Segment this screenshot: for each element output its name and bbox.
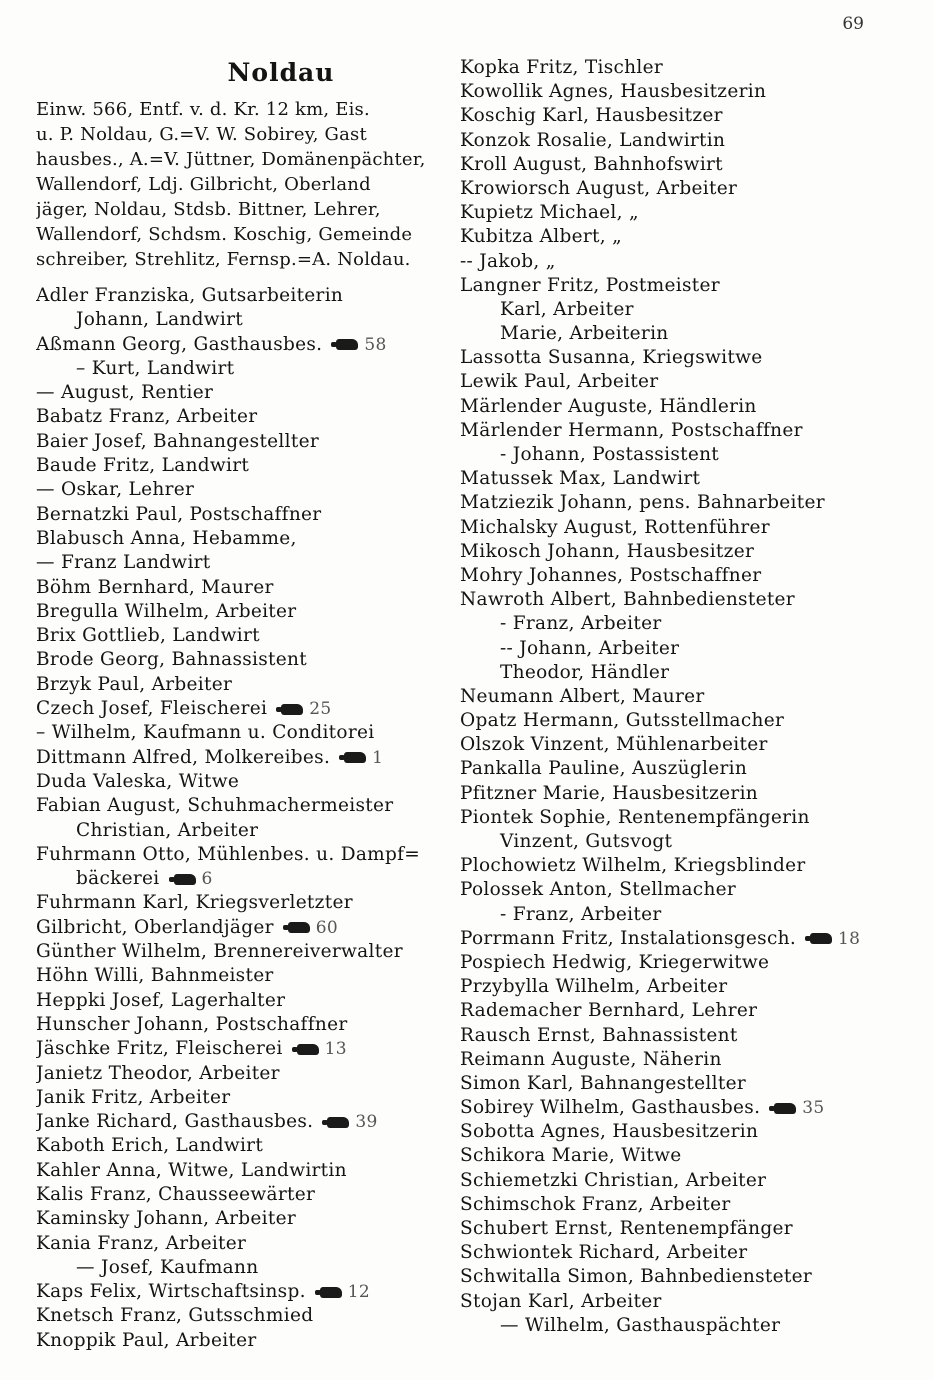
- entry-text: Fuhrmann Karl, Kriegsverletzter: [36, 892, 353, 914]
- intro-line: hausbes., A.=V. Jüttner, Domänenpächter,: [36, 149, 426, 170]
- entry-text: Olszok Vinzent, Mühlenarbeiter: [460, 734, 768, 756]
- entry-text: — Franz Landwirt: [36, 552, 211, 574]
- entry-text: Pankalla Pauline, Auszüglerin: [460, 758, 748, 780]
- left-entry-list: [36, 284, 450, 1353]
- entry-text: Porrmann Fritz, Instalationsgesch.: [460, 927, 797, 949]
- directory-entry: [460, 637, 890, 661]
- directory-entry: [460, 1217, 890, 1241]
- entry-text: Schiemetzki Christian, Arbeiter: [460, 1169, 767, 1191]
- entry-text: Mohry Johannes, Postschaffner: [460, 564, 762, 586]
- directory-entry: [460, 782, 890, 806]
- directory-entry: [36, 1159, 450, 1183]
- entry-text: Rausch Ernst, Bahnassistent: [460, 1024, 738, 1046]
- directory-entry: [36, 697, 450, 721]
- directory-entry: [460, 1096, 890, 1120]
- entry-text: — August, Rentier: [36, 382, 214, 404]
- entry-text: Matussek Max, Landwirt: [460, 468, 701, 490]
- directory-entry: [460, 661, 890, 685]
- phone-number: 12: [347, 1282, 371, 1303]
- entry-text: — Josef, Kaufmann: [76, 1256, 259, 1278]
- directory-entry: [36, 916, 450, 940]
- entry-text: Kaboth Erich, Landwirt: [36, 1135, 264, 1157]
- directory-entry: [36, 1304, 450, 1328]
- intro-line: schreiber, Strehlitz, Fernsp.=A. Noldau.: [36, 249, 411, 270]
- directory-entry: [36, 770, 450, 794]
- entry-text: -- Jakob, „: [460, 250, 556, 272]
- entry-text: Piontek Sophie, Rentenempfängerin: [460, 806, 810, 828]
- directory-entry: [460, 346, 890, 370]
- directory-entry: [36, 1207, 450, 1231]
- directory-entry: [36, 624, 450, 648]
- directory-entry: [460, 588, 890, 612]
- entry-text: Pospiech Hedwig, Kriegerwitwe: [460, 951, 770, 973]
- directory-entry: [460, 1072, 890, 1096]
- directory-entry: [460, 443, 890, 467]
- entry-text: Stojan Karl, Arbeiter: [460, 1290, 662, 1312]
- directory-entry: [36, 1256, 450, 1280]
- directory-entry: [36, 746, 450, 770]
- directory-entry: [36, 1232, 450, 1256]
- entry-text: Fuhrmann Otto, Mühlenbes. u. Dampf=: [36, 843, 421, 865]
- directory-entry: [460, 806, 890, 830]
- entry-text: Dittmann Alfred, Molkereibes.: [36, 746, 331, 768]
- intro-line: Wallendorf, Schdsm. Koschig, Gemeinde: [36, 224, 413, 245]
- directory-entry: [36, 964, 450, 988]
- directory-entry: [36, 1329, 450, 1353]
- directory-entry: [36, 576, 450, 600]
- entry-text: Duda Valeska, Witwe: [36, 770, 240, 792]
- entry-text: Günther Wilhelm, Brennereiverwalter: [36, 941, 403, 963]
- phone-number: 35: [802, 1098, 825, 1119]
- directory-entry: [460, 129, 890, 153]
- directory-entry: [460, 999, 890, 1023]
- directory-entry: [460, 467, 890, 491]
- phone-number: 39: [355, 1112, 378, 1133]
- directory-entry: [36, 648, 450, 672]
- left-column: [36, 56, 450, 1353]
- entry-text: Polossek Anton, Stellmacher: [460, 879, 737, 901]
- telephone-icon: [810, 933, 832, 944]
- directory-entry: [460, 540, 890, 564]
- directory-entry: [460, 830, 890, 854]
- directory-entry: [36, 1086, 450, 1110]
- directory-entry: [36, 308, 450, 332]
- entry-text: Pfitzner Marie, Hausbesitzerin: [460, 782, 758, 804]
- entry-text: Heppki Josef, Lagerhalter: [36, 989, 286, 1011]
- right-column: [460, 56, 890, 1338]
- directory-entry: [460, 250, 890, 274]
- directory-entry: [36, 1134, 450, 1158]
- entry-text: Konzok Rosalie, Landwirtin: [460, 129, 726, 151]
- directory-entry: [460, 1024, 890, 1048]
- directory-entry: [460, 491, 890, 515]
- entry-text: Brzyk Paul, Arbeiter: [36, 673, 233, 695]
- entry-text: Aßmann Georg, Gasthausbes.: [36, 333, 323, 355]
- directory-entry: [460, 685, 890, 709]
- directory-entry: [460, 1241, 890, 1265]
- entry-text: Lewik Paul, Arbeiter: [460, 371, 659, 393]
- entry-text: Johann, Landwirt: [76, 309, 243, 331]
- intro-paragraph: [36, 97, 450, 272]
- directory-entry: [460, 903, 890, 927]
- entry-text: Knoppik Paul, Arbeiter: [36, 1329, 257, 1351]
- directory-entry: [460, 757, 890, 781]
- directory-entry: [36, 430, 450, 454]
- entry-text: Czech Josef, Fleischerei: [36, 698, 268, 720]
- entry-text: Marie, Arbeiterin: [500, 323, 669, 345]
- directory-entry: [36, 503, 450, 527]
- entry-text: Kupietz Michael, „: [460, 202, 639, 224]
- directory-entry: [460, 177, 890, 201]
- directory-entry: [460, 951, 890, 975]
- directory-entry: [36, 405, 450, 429]
- entry-text: -- Johann, Arbeiter: [500, 637, 680, 659]
- entry-text: Kroll August, Bahnhofswirt: [460, 153, 723, 175]
- entry-text: Janik Fritz, Arbeiter: [36, 1086, 231, 1108]
- directory-entry: [460, 274, 890, 298]
- telephone-icon: [327, 1117, 349, 1128]
- telephone-icon: [320, 1287, 342, 1298]
- entry-text: — Wilhelm, Gasthauspächter: [500, 1314, 781, 1336]
- directory-entry: [460, 1048, 890, 1072]
- entry-text: Przybylla Wilhelm, Arbeiter: [460, 976, 728, 998]
- directory-entry: [460, 322, 890, 346]
- entry-text: Kalis Franz, Chausseewärter: [36, 1183, 316, 1205]
- intro-line: Einw. 566, Entf. v. d. Kr. 12 km, Eis.: [36, 99, 370, 120]
- entry-text: Plochowietz Wilhelm, Kriegsblinder: [460, 855, 806, 877]
- entry-text: Simon Karl, Bahnangestellter: [460, 1072, 746, 1094]
- entry-text: Babatz Franz, Arbeiter: [36, 406, 258, 428]
- entry-text: – Kurt, Landwirt: [76, 357, 235, 379]
- entry-text: Rademacher Bernhard, Lehrer: [460, 1000, 758, 1022]
- entry-text: Schubert Ernst, Rentenempfänger: [460, 1218, 793, 1239]
- entry-text: Koschig Karl, Hausbesitzer: [460, 105, 723, 127]
- directory-entry: [36, 1037, 450, 1061]
- phone-number: 6: [201, 869, 213, 890]
- intro-line: u. P. Noldau, G.=V. W. Sobirey, Gast: [36, 124, 367, 145]
- entry-text: Fabian August, Schuhmachermeister: [36, 795, 394, 817]
- directory-entry: [36, 867, 450, 891]
- directory-entry: [460, 201, 890, 225]
- entry-text: Sobirey Wilhelm, Gasthausbes.: [460, 1097, 761, 1119]
- directory-entry: [460, 564, 890, 588]
- intro-line: Wallendorf, Ldj. Gilbricht, Oberland: [36, 174, 371, 195]
- directory-entry: [460, 709, 890, 733]
- entry-text: Christian, Arbeiter: [76, 819, 259, 841]
- entry-text: Schwiontek Richard, Arbeiter: [460, 1242, 748, 1264]
- entry-text: Nawroth Albert, Bahnbediensteter: [460, 589, 795, 611]
- entry-text: Hunscher Johann, Postschaffner: [36, 1013, 348, 1035]
- entry-text: Theodor, Händler: [500, 661, 670, 683]
- entry-text: Märlender Auguste, Händlerin: [460, 395, 757, 417]
- entry-text: – Wilhelm, Kaufmann u. Conditorei: [36, 722, 375, 744]
- directory-entry: [460, 395, 890, 419]
- directory-entry: [36, 843, 450, 867]
- directory-entry: [460, 733, 890, 757]
- directory-entry: [460, 1144, 890, 1168]
- entry-text: - Franz, Arbeiter: [500, 903, 662, 925]
- directory-entry: [460, 370, 890, 394]
- entry-text: Schimschok Franz, Arbeiter: [460, 1193, 731, 1215]
- directory-entry: [460, 516, 890, 540]
- telephone-icon: [336, 339, 358, 350]
- directory-entry: [460, 1314, 890, 1338]
- directory-entry: [36, 673, 450, 697]
- entry-text: Kania Franz, Arbeiter: [36, 1232, 247, 1254]
- entry-text: Reimann Auguste, Näherin: [460, 1048, 722, 1070]
- telephone-icon: [281, 704, 303, 715]
- directory-entry: [36, 1062, 450, 1086]
- directory-entry: [36, 940, 450, 964]
- entry-text: - Franz, Arbeiter: [500, 613, 662, 635]
- directory-entry: [36, 551, 450, 575]
- directory-entry: [460, 1169, 890, 1193]
- directory-entry: [36, 600, 450, 624]
- phone-number: 60: [315, 917, 339, 938]
- entry-text: Jäschke Fritz, Fleischerei: [36, 1038, 283, 1060]
- telephone-icon: [774, 1103, 796, 1114]
- directory-entry: [460, 153, 890, 177]
- directory-entry: [460, 854, 890, 878]
- entry-text: Knetsch Franz, Gutsschmied: [36, 1305, 314, 1327]
- directory-entry: [460, 878, 890, 902]
- entry-text: Karl, Arbeiter: [500, 298, 634, 320]
- directory-entry: [460, 80, 890, 104]
- entry-text: Michalsky August, Rottenführer: [460, 516, 770, 538]
- entry-text: Gilbricht, Oberlandjäger: [36, 916, 274, 938]
- phone-number: 18: [838, 928, 861, 949]
- directory-entry: [36, 794, 450, 818]
- phone-number: 13: [324, 1039, 347, 1060]
- right-entry-list: [460, 56, 890, 1338]
- entry-text: Brix Gottlieb, Landwirt: [36, 625, 260, 647]
- directory-entry: [36, 1183, 450, 1207]
- entry-text: - Johann, Postassistent: [500, 444, 720, 465]
- phone-number: 58: [364, 334, 387, 355]
- directory-entry: [36, 891, 450, 915]
- telephone-icon: [344, 752, 366, 763]
- entry-text: bäckerei: [76, 868, 160, 890]
- telephone-icon: [174, 874, 196, 885]
- directory-entry: [460, 927, 890, 951]
- directory-entry: [36, 819, 450, 843]
- entry-text: Matziezik Johann, pens. Bahnarbeiter: [460, 492, 825, 514]
- entry-text: Kowollik Agnes, Hausbesitzerin: [460, 81, 767, 103]
- directory-entry: [36, 381, 450, 405]
- directory-entry: [460, 419, 890, 443]
- directory-entry: [460, 1120, 890, 1144]
- directory-entry: [460, 1265, 890, 1289]
- entry-text: Janietz Theodor, Arbeiter: [36, 1062, 280, 1084]
- entry-text: Janke Richard, Gasthausbes.: [36, 1111, 314, 1133]
- entry-text: Höhn Willi, Bahnmeister: [36, 965, 274, 987]
- directory-entry: [36, 1110, 450, 1134]
- entry-text: Schwitalla Simon, Bahnbediensteter: [460, 1266, 813, 1288]
- entry-text: Brode Georg, Bahnassistent: [36, 649, 307, 671]
- telephone-icon: [288, 922, 310, 933]
- entry-text: Lassotta Susanna, Kriegswitwe: [460, 347, 763, 369]
- page-number: 69: [842, 14, 864, 34]
- directory-entry: [36, 478, 450, 502]
- phone-number: 1: [372, 747, 384, 768]
- directory-entry: [460, 298, 890, 322]
- directory-entry: [460, 975, 890, 999]
- entry-text: Bregulla Wilhelm, Arbeiter: [36, 600, 297, 622]
- section-title: Noldau: [227, 58, 335, 87]
- entry-text: Märlender Hermann, Postschaffner: [460, 419, 803, 441]
- entry-text: Adler Franziska, Gutsarbeiterin: [36, 285, 344, 306]
- directory-entry: [460, 1193, 890, 1217]
- directory-entry: [460, 1290, 890, 1314]
- entry-text: Baude Fritz, Landwirt: [36, 455, 250, 477]
- entry-text: Langner Fritz, Postmeister: [460, 274, 720, 296]
- directory-entry: [36, 454, 450, 478]
- entry-text: Mikosch Johann, Hausbesitzer: [460, 540, 755, 562]
- entry-text: — Oskar, Lehrer: [36, 479, 195, 501]
- phone-number: 25: [309, 699, 332, 720]
- directory-entry: [36, 527, 450, 551]
- entry-text: Opatz Hermann, Gutsstellmacher: [460, 710, 785, 732]
- entry-text: Kaps Felix, Wirtschaftsinsp.: [36, 1281, 306, 1303]
- directory-entry: [36, 1013, 450, 1037]
- entry-text: Schikora Marie, Witwe: [460, 1145, 682, 1167]
- entry-text: Kopka Fritz, Tischler: [460, 57, 663, 78]
- entry-text: Neumann Albert, Maurer: [460, 685, 705, 707]
- entry-text: Kahler Anna, Witwe, Landwirtin: [36, 1159, 347, 1181]
- directory-entry: [36, 284, 450, 308]
- directory-entry: [36, 721, 450, 745]
- directory-entry: [36, 357, 450, 381]
- entry-text: Baier Josef, Bahnangestellter: [36, 430, 319, 452]
- entry-text: Krowiorsch August, Arbeiter: [460, 177, 738, 199]
- directory-entry: [460, 56, 890, 80]
- directory-entry: [460, 225, 890, 249]
- intro-line: jäger, Noldau, Stdsb. Bittner, Lehrer,: [36, 199, 381, 220]
- directory-entry: [460, 104, 890, 128]
- directory-entry: [36, 333, 450, 357]
- directory-entry: [36, 1280, 450, 1304]
- entry-text: Sobotta Agnes, Hausbesitzerin: [460, 1121, 759, 1143]
- entry-text: Blabusch Anna, Hebamme,: [36, 527, 297, 549]
- directory-entry: [460, 612, 890, 636]
- entry-text: Vinzent, Gutsvogt: [500, 831, 673, 852]
- directory-entry: [36, 989, 450, 1013]
- entry-text: Kubitza Albert, „: [460, 226, 622, 248]
- entry-text: Böhm Bernhard, Maurer: [36, 576, 274, 598]
- telephone-icon: [297, 1044, 319, 1055]
- entry-text: Kaminsky Johann, Arbeiter: [36, 1208, 296, 1230]
- entry-text: Bernatzki Paul, Postschaffner: [36, 503, 322, 525]
